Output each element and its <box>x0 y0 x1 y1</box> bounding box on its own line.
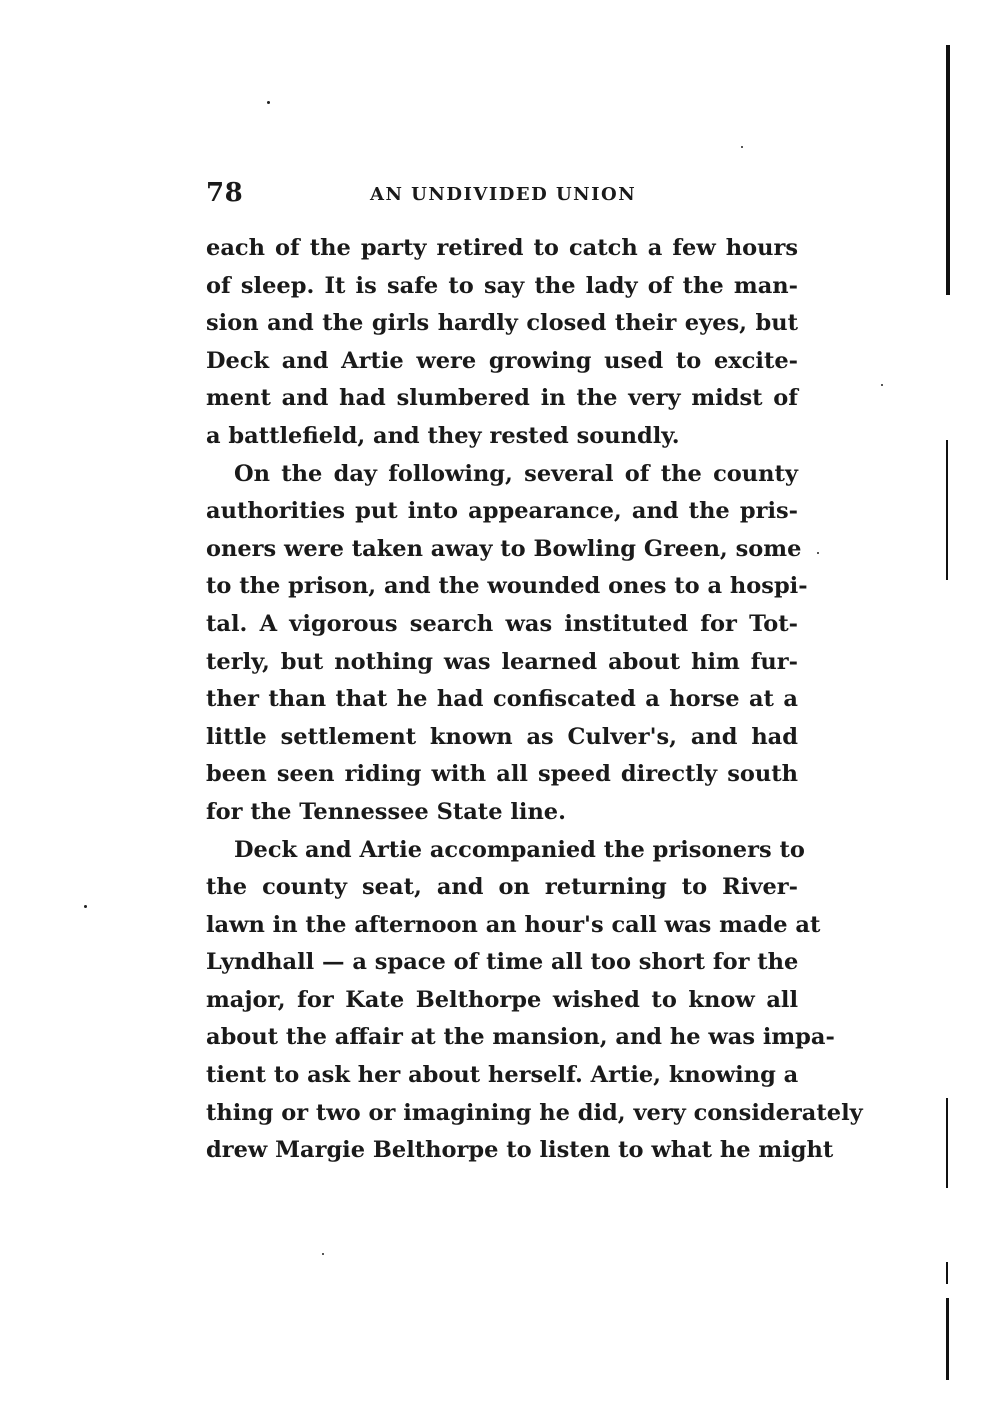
page-edge-mark <box>946 440 948 580</box>
text-line: Deck and Artie were growing used to excite- <box>206 347 798 374</box>
body-text <box>206 230 863 1170</box>
scan-speck <box>322 1253 324 1255</box>
text-line: major, for Kate Belthorpe wished to know all <box>206 986 798 1013</box>
running-title: AN UNDIVIDED UNION <box>370 184 637 205</box>
text-line: thing or two or imagining he did, very considerately <box>206 1099 863 1126</box>
text-line: about the affair at the mansion, and he was impa- <box>206 1024 835 1051</box>
text-line: drew Margie Belthorpe to listen to what he might <box>206 1137 834 1164</box>
text-line: tal. A vigorous search was instituted for Tot- <box>206 610 798 637</box>
text-line: been seen riding with all speed directly south <box>206 761 798 788</box>
text-line: authorities put into appearance, and the pris- <box>206 498 798 525</box>
text-line: of sleep. It is safe to say the lady of the man- <box>206 272 798 299</box>
page-header <box>206 178 798 214</box>
page-number: 78 <box>206 178 244 208</box>
text-line: the county seat, and on returning to River- <box>206 874 798 901</box>
scan-speck <box>741 146 743 148</box>
scan-speck <box>84 905 87 908</box>
page-edge-mark <box>946 1262 948 1284</box>
text-line: tient to ask her about herself. Artie, knowing a <box>206 1062 799 1089</box>
text-line: a battlefield, and they rested soundly. <box>206 422 680 449</box>
text-line: Lyndhall — a space of time all too short for the <box>206 949 799 976</box>
text-line: for the Tennessee State line. <box>206 798 566 825</box>
page-edge-mark <box>946 45 950 295</box>
page-edge-mark <box>946 1298 949 1380</box>
page-edge-mark <box>946 1098 948 1188</box>
text-line: to the prison, and the wounded ones to a hospi- <box>206 573 808 600</box>
text-line: oners were taken away to Bowling Green, some <box>206 535 802 562</box>
text-line: ment and had slumbered in the very midst of <box>206 385 798 412</box>
text-line: lawn in the afternoon an hour's call was made at <box>206 911 821 938</box>
text-line: terly, but nothing was learned about him fur- <box>206 648 798 675</box>
paragraph-first-line: Deck and Artie accompanied the prisoners to <box>234 836 805 863</box>
text-line: each of the party retired to catch a few hours <box>206 235 798 261</box>
text-line: sion and the girls hardly closed their eyes, but <box>206 310 798 337</box>
text-line: little settlement known as Culver's, and had <box>206 723 798 750</box>
scan-speck <box>881 384 883 386</box>
scan-speck <box>267 101 270 104</box>
scan-speck <box>817 552 819 554</box>
paragraph-first-line: On the day following, several of the county <box>234 460 798 487</box>
text-line: ther than that he had confiscated a horse at a <box>206 686 798 713</box>
